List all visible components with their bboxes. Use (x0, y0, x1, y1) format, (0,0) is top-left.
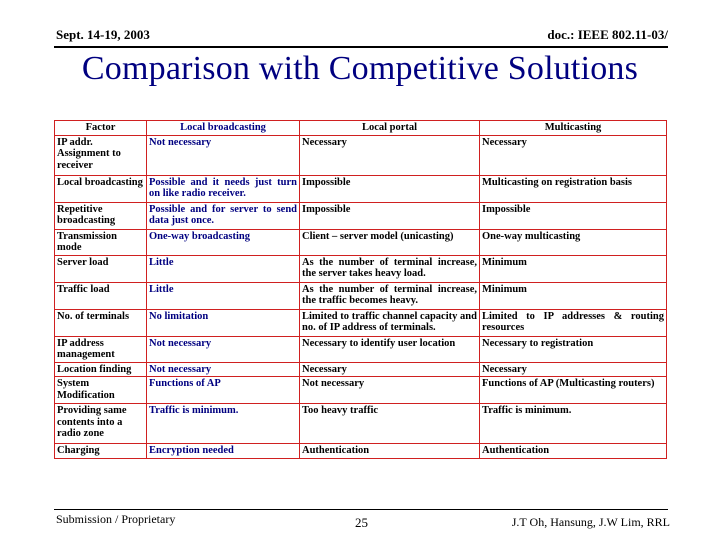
local-portal-cell: Authentication (300, 444, 480, 459)
local-portal-cell: Necessary to identify user location (300, 336, 480, 362)
footer-divider (54, 509, 668, 510)
table-row (55, 175, 667, 202)
factor-cell: No. of terminals (55, 309, 147, 336)
local-portal-cell: As the number of terminal increase, the server takes heavy load. (300, 255, 480, 282)
table-row (55, 309, 667, 336)
table-row (55, 404, 667, 444)
local-broadcasting-cell: No limitation (147, 309, 300, 336)
factor-cell: Providing same contents into a radio zone (55, 404, 147, 444)
local-portal-cell: Not necessary (300, 377, 480, 404)
slide-title: Comparison with Competitive Solutions (81, 50, 639, 87)
multicasting-cell: Minimum (480, 255, 667, 282)
factor-cell: Local broadcasting (55, 175, 147, 202)
local-broadcasting-cell: Possible and it needs just turn on like radio receiver. (147, 175, 300, 202)
col-header-local-portal: Local portal (300, 121, 480, 136)
local-portal-cell: Impossible (300, 175, 480, 202)
table-row (55, 255, 667, 282)
col-header-local-broadcasting: Local broadcasting (147, 121, 300, 136)
multicasting-cell: Necessary (480, 135, 667, 175)
table-row (55, 202, 667, 229)
table-header-row (55, 121, 667, 136)
local-portal-cell: Too heavy traffic (300, 404, 480, 444)
table-row (55, 377, 667, 404)
multicasting-cell: Limited to IP addresses & routing resources (480, 309, 667, 336)
local-broadcasting-cell: One-way broadcasting (147, 229, 300, 255)
col-header-factor: Factor (55, 121, 147, 136)
multicasting-cell: Impossible (480, 202, 667, 229)
table-row (55, 282, 667, 309)
multicasting-cell: Functions of AP (Multicasting routers) (480, 377, 667, 404)
table-row (55, 362, 667, 377)
factor-cell: Traffic load (55, 282, 147, 309)
table-row (55, 336, 667, 362)
local-portal-cell: Necessary (300, 362, 480, 377)
factor-cell: IP address management (55, 336, 147, 362)
local-broadcasting-cell: Little (147, 255, 300, 282)
local-portal-cell: Impossible (300, 202, 480, 229)
local-broadcasting-cell: Not necessary (147, 135, 300, 175)
local-broadcasting-cell: Little (147, 282, 300, 309)
footer-submission-label: Submission / Proprietary (56, 512, 176, 526)
header-divider (54, 46, 668, 48)
local-broadcasting-cell: Functions of AP (147, 377, 300, 404)
footer-authors: J.T Oh, Hansung, J.W Lim, RRL (511, 515, 670, 529)
comparison-table (54, 120, 667, 459)
local-portal-cell: As the number of terminal increase, the traffic becomes heavy. (300, 282, 480, 309)
local-portal-cell: Limited to traffic channel capacity and no. of IP address of terminals. (300, 309, 480, 336)
multicasting-cell: Minimum (480, 282, 667, 309)
factor-cell: Server load (55, 255, 147, 282)
table-row (55, 444, 667, 459)
factor-cell: Repetitive broadcasting (55, 202, 147, 229)
table-row (55, 229, 667, 255)
local-broadcasting-cell: Encryption needed (147, 444, 300, 459)
multicasting-cell: Necessary (480, 362, 667, 377)
local-broadcasting-cell: Not necessary (147, 362, 300, 377)
factor-cell: Location finding (55, 362, 147, 377)
local-portal-cell: Client – server model (unicasting) (300, 229, 480, 255)
header-date: Sept. 14-19, 2003 (56, 27, 150, 42)
multicasting-cell: Multicasting on registration basis (480, 175, 667, 202)
local-broadcasting-cell: Traffic is minimum. (147, 404, 300, 444)
local-portal-cell: Necessary (300, 135, 480, 175)
multicasting-cell: One-way multicasting (480, 229, 667, 255)
factor-cell: Charging (55, 444, 147, 459)
multicasting-cell: Authentication (480, 444, 667, 459)
factor-cell: IP addr. Assignment to receiver (55, 135, 147, 175)
local-broadcasting-cell: Possible and for server to send data just once. (147, 202, 300, 229)
factor-cell: Transmission mode (55, 229, 147, 255)
multicasting-cell: Traffic is minimum. (480, 404, 667, 444)
table-row (55, 135, 667, 175)
header-doc-number: doc.: IEEE 802.11-03/ (547, 27, 668, 42)
local-broadcasting-cell: Not necessary (147, 336, 300, 362)
page-number: 25 (355, 515, 368, 530)
multicasting-cell: Necessary to registration (480, 336, 667, 362)
factor-cell: System Modification (55, 377, 147, 404)
col-header-multicasting: Multicasting (480, 121, 667, 136)
